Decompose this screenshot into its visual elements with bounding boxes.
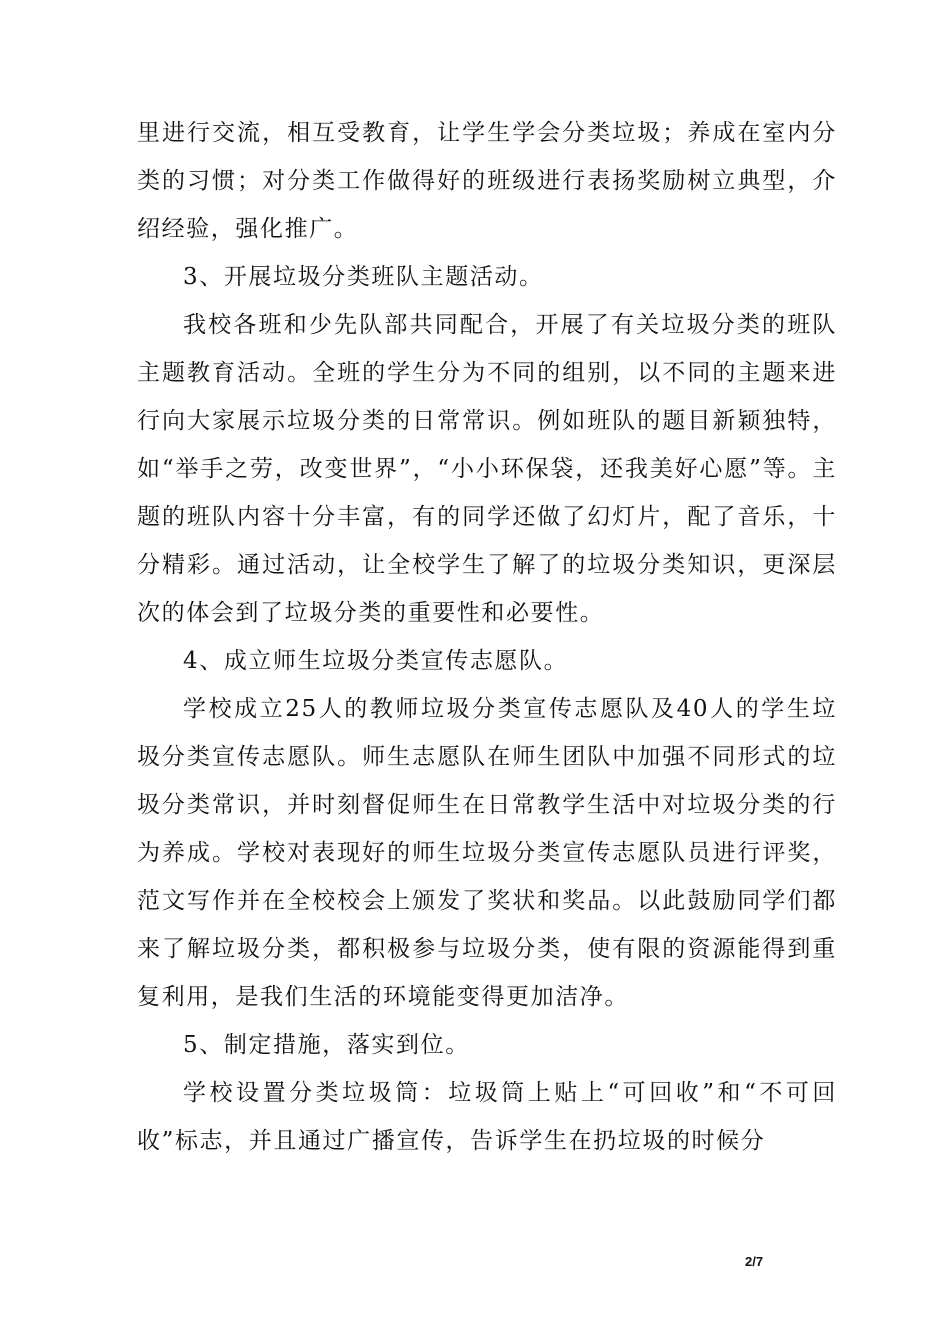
paragraph-6-heading: 5、制定措施，落实到位。 — [183, 1032, 470, 1058]
page-number: 2/7 — [745, 1254, 764, 1269]
paragraph-7: 学校设置分类垃圾筒：垃圾筒上贴上“可回收”和“不可回收”标志，并且通过广播宣传，告诉学生在扔垃圾的时候分 — [137, 1080, 837, 1154]
paragraph-4-heading: 4、成立师生垃圾分类宣传志愿队。 — [183, 648, 569, 674]
paragraph-1: 里进行交流，相互受教育，让学生学会分类垃圾；养成在室内分类的习惯；对分类工作做得好的班级进行表扬奖励树立典型，介绍经验，强化推广。 — [137, 120, 837, 242]
paragraph-5: 学校成立25人的教师垃圾分类宣传志愿队及40人的学生垃圾分类宣传志愿队。师生志愿队在师生团队中加强不同形式的垃圾分类常识，并时刻督促师生在日常教学生活中对垃圾分类的行为养成。学校对表现好的师生垃圾分类宣传志愿队员进行评奖，范文写作并在全校校会上颁发了奖状和奖品。以此鼓励同学们都来了解垃圾分类，都积极参与垃圾分类，使有限的资源能得到重复利用，是我们生活的环境能变得更加洁净。 — [137, 696, 837, 1010]
paragraph-2-heading: 3、开展垃圾分类班队主题活动。 — [183, 264, 544, 290]
document-body — [137, 109, 837, 1165]
paragraph-3: 我校各班和少先队部共同配合，开展了有关垃圾分类的班队主题教育活动。全班的学生分为不同的组别，以不同的主题来进行向大家展示垃圾分类的日常常识。例如班队的题目新颖独特，如“举手之劳，改变世界”，“小小环保袋，还我美好心愿”等。主题的班队内容十分丰富，有的同学还做了幻灯片，配了音乐，十分精彩。通过活动，让全校学生了解了的垃圾分类知识，更深层次的体会到了垃圾分类的重要性和必要性。 — [137, 312, 837, 626]
